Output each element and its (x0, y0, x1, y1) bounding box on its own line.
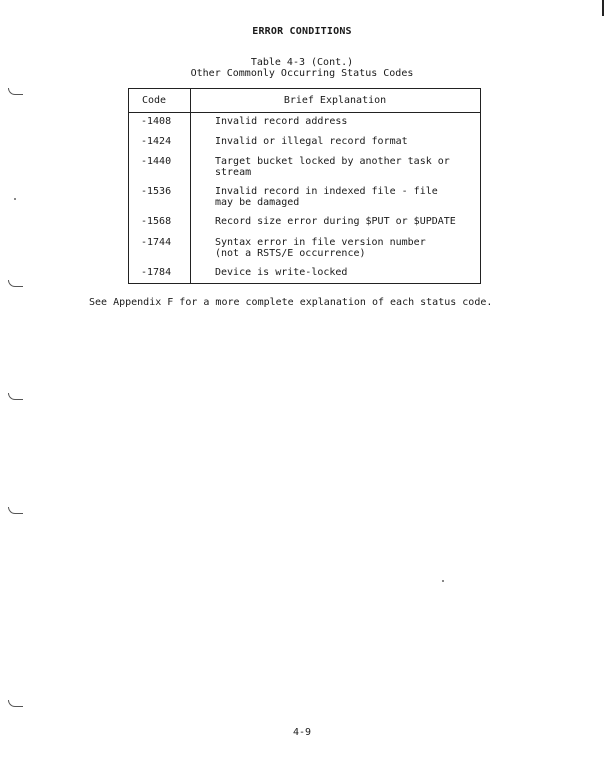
binder-hole-mark (8, 280, 23, 287)
explanation-line: Target bucket locked by another task or (215, 156, 450, 167)
page-heading: ERROR CONDITIONS (252, 26, 352, 37)
page-number: 4-9 (292, 727, 312, 738)
table-number: Table 4-3 (Cont.) (250, 57, 354, 68)
header-rule (129, 112, 480, 113)
explanation-line: may be damaged (215, 197, 300, 208)
explanation (215, 216, 456, 227)
column-divider (190, 89, 191, 283)
status-code: -1536 (141, 186, 172, 197)
explanation (215, 156, 450, 178)
explanation (215, 267, 347, 278)
status-code: -1784 (141, 267, 172, 278)
explanation-line: Invalid record address (215, 116, 348, 127)
explanation-line: Syntax error in file version number (215, 237, 426, 248)
status-code: -1408 (141, 116, 172, 127)
column-header-explanation: Brief Explanation (283, 95, 387, 106)
status-code: -1424 (141, 136, 172, 147)
column-header-code: Code (142, 95, 167, 106)
binder-hole-mark (8, 393, 23, 400)
table-title: Other Commonly Occurring Status Codes (190, 68, 414, 79)
explanation-line: Device is write-locked (215, 267, 348, 278)
explanation (215, 186, 438, 208)
explanation (215, 136, 408, 147)
binder-hole-mark (8, 507, 23, 514)
explanation-line: Record size error during $PUT or $UPDATE (215, 216, 456, 227)
scan-speck (14, 198, 16, 200)
explanation-line: Invalid or illegal record format (215, 136, 408, 147)
binder-hole-mark (8, 700, 23, 707)
footnote: See Appendix F for a more complete explanation of each status code. (89, 297, 493, 308)
status-code: -1440 (141, 156, 172, 167)
explanation (215, 116, 347, 127)
binder-hole-mark (8, 88, 23, 95)
scan-speck (442, 580, 444, 582)
explanation (215, 237, 426, 259)
explanation-line: (not a RSTS/E occurrence) (215, 248, 366, 259)
status-code: -1568 (141, 216, 172, 227)
explanation-line: Invalid record in indexed file - file (215, 186, 438, 197)
status-code: -1744 (141, 237, 172, 248)
explanation-line: stream (215, 167, 252, 178)
status-codes-table (128, 88, 481, 284)
